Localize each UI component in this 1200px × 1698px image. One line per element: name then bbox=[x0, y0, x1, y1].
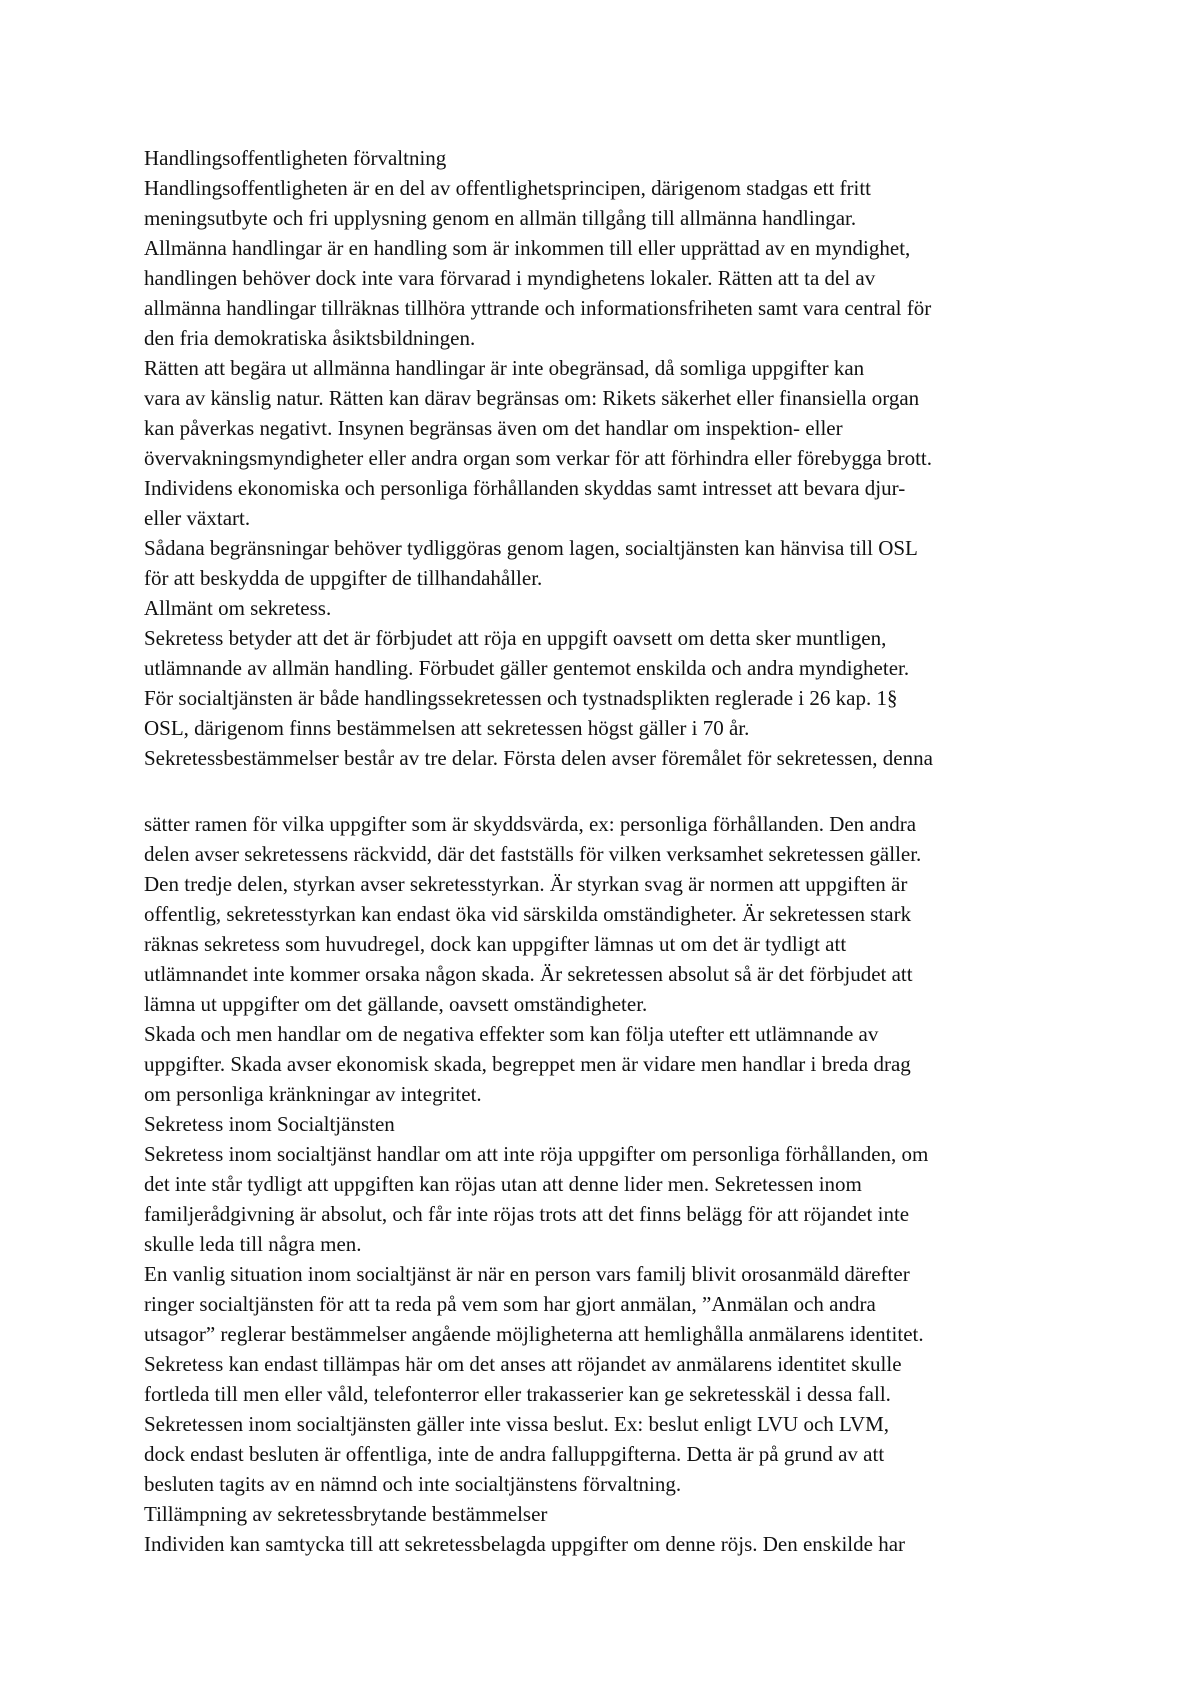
text-line: utlämnandet inte kommer orsaka någon skada. Är sekretessen absolut så är det förbjudet att bbox=[144, 962, 913, 986]
text-line: Handlingsoffentligheten förvaltning bbox=[144, 146, 447, 170]
text-line: Den tredje delen, styrkan avser sekretesstyrkan. Är styrkan svag är normen att uppgiften är bbox=[144, 872, 908, 896]
text-line: Sekretess kan endast tillämpas här om det anses att röjandet av anmälarens identitet skulle bbox=[144, 1352, 902, 1376]
text-line: familjerådgivning är absolut, och får inte röjas trots att det finns belägg för att röjandet inte bbox=[144, 1202, 910, 1226]
text-line: För socialtjänsten är både handlingssekretessen och tystnadsplikten reglerade i 26 kap. 1§ bbox=[144, 686, 898, 710]
text-line: besluten tagits av en nämnd och inte socialtjänstens förvaltning. bbox=[144, 1472, 682, 1496]
text-line: allmänna handlingar tillräknas tillhöra yttrande och informationsfriheten samt vara central för bbox=[144, 296, 932, 320]
text-line: Skada och men handlar om de negativa effekter som kan följa utefter ett utlämnande av bbox=[144, 1022, 879, 1046]
text-line: handlingen behöver dock inte vara förvarad i myndighetens lokaler. Rätten att ta del av bbox=[144, 266, 876, 290]
text-line: Sekretessbestämmelser består av tre delar. Första delen avser föremålet för sekretessen, denna bbox=[144, 746, 933, 770]
text-line: Sekretess betyder att det är förbjudet att röja en uppgift oavsett om detta sker muntligen, bbox=[144, 626, 887, 650]
text-line: för att beskydda de uppgifter de tillhandahåller. bbox=[144, 566, 543, 590]
text-line: Individens ekonomiska och personliga förhållanden skyddas samt intresset att bevara djur- bbox=[144, 476, 906, 500]
text-line: meningsutbyte och fri upplysning genom en allmän tillgång till allmänna handlingar. bbox=[144, 206, 857, 230]
text-line: om personliga kränkningar av integritet. bbox=[144, 1082, 482, 1106]
text-line: Handlingsoffentligheten är en del av offentlighetsprincipen, därigenom stadgas ett fritt bbox=[144, 176, 872, 200]
text-line: den fria demokratiska åsiktsbildningen. bbox=[144, 326, 476, 350]
text-line: Rätten att begära ut allmänna handlingar är inte obegränsad, då somliga uppgifter kan bbox=[144, 356, 865, 380]
text-line: det inte står tydligt att uppgiften kan röjas utan att denne lider men. Sekretessen inom bbox=[144, 1172, 862, 1196]
text-line: övervakningsmyndigheter eller andra organ som verkar för att förhindra eller förebygga brott. bbox=[144, 446, 932, 470]
text-line: uppgifter. Skada avser ekonomisk skada, begreppet men är vidare men handlar i breda drag bbox=[144, 1052, 911, 1076]
text-line: ringer socialtjänsten för att ta reda på vem som har gjort anmälan, ”Anmälan och andra bbox=[144, 1292, 876, 1316]
text-line: Sekretess inom Socialtjänsten bbox=[144, 1112, 395, 1136]
text-line: Allmänna handlingar är en handling som är inkommen till eller upprättad av en myndighet, bbox=[144, 236, 911, 260]
text-line: En vanlig situation inom socialtjänst är när en person vars familj blivit orosanmäld därefter bbox=[144, 1262, 910, 1286]
text-line: eller växtart. bbox=[144, 506, 251, 530]
text-line: kan påverkas negativt. Insynen begränsas även om det handlar om inspektion- eller bbox=[144, 416, 843, 440]
text-line: räknas sekretess som huvudregel, dock kan uppgifter lämnas ut om det är tydligt att bbox=[144, 932, 847, 956]
text-line: Allmänt om sekretess. bbox=[144, 596, 332, 620]
text-line: lämna ut uppgifter om det gällande, oavsett omständigheter. bbox=[144, 992, 648, 1016]
text-line: offentlig, sekretesstyrkan kan endast öka vid särskilda omständigheter. Är sekretessen stark bbox=[144, 902, 912, 926]
text-line: Sekretess inom socialtjänst handlar om att inte röja uppgifter om personliga förhållanden, om bbox=[144, 1142, 929, 1166]
text-line: utsagor” reglerar bestämmelser angående möjligheterna att hemlighålla anmälarens identitet. bbox=[144, 1322, 924, 1346]
text-line: dock endast besluten är offentliga, inte de andra falluppgifterna. Detta är på grund av att bbox=[144, 1442, 885, 1466]
text-line: OSL, därigenom finns bestämmelsen att sekretessen högst gäller i 70 år. bbox=[144, 716, 750, 740]
text-line: skulle leda till några men. bbox=[144, 1232, 362, 1256]
text-line: Tillämpning av sekretessbrytande bestämmelser bbox=[144, 1502, 548, 1526]
text-line: Sådana begränsningar behöver tydliggöras genom lagen, socialtjänsten kan hänvisa till OSL bbox=[144, 536, 918, 560]
text-line: vara av känslig natur. Rätten kan därav begränsas om: Rikets säkerhet eller finansiella organ bbox=[144, 386, 920, 410]
text-line: Sekretessen inom socialtjänsten gäller inte vissa beslut. Ex: beslut enligt LVU och LVM, bbox=[144, 1412, 889, 1436]
text-line: fortleda till men eller våld, telefonterror eller trakasserier kan ge sekretesskäl i dessa fall. bbox=[144, 1382, 891, 1406]
text-line: delen avser sekretessens räckvidd, där det fastställs för vilken verksamhet sekretessen gäller. bbox=[144, 842, 922, 866]
text-line: sätter ramen för vilka uppgifter som är skyddsvärda, ex: personliga förhållanden. Den andra bbox=[144, 812, 917, 836]
text-block-second bbox=[144, 809, 1084, 1559]
text-line: Individen kan samtycka till att sekretessbelagda uppgifter om denne röjs. Den enskilde har bbox=[144, 1532, 906, 1556]
text-line: utlämnande av allmän handling. Förbudet gäller gentemot enskilda och andra myndigheter. bbox=[144, 656, 910, 680]
text-block-first bbox=[144, 143, 1084, 773]
